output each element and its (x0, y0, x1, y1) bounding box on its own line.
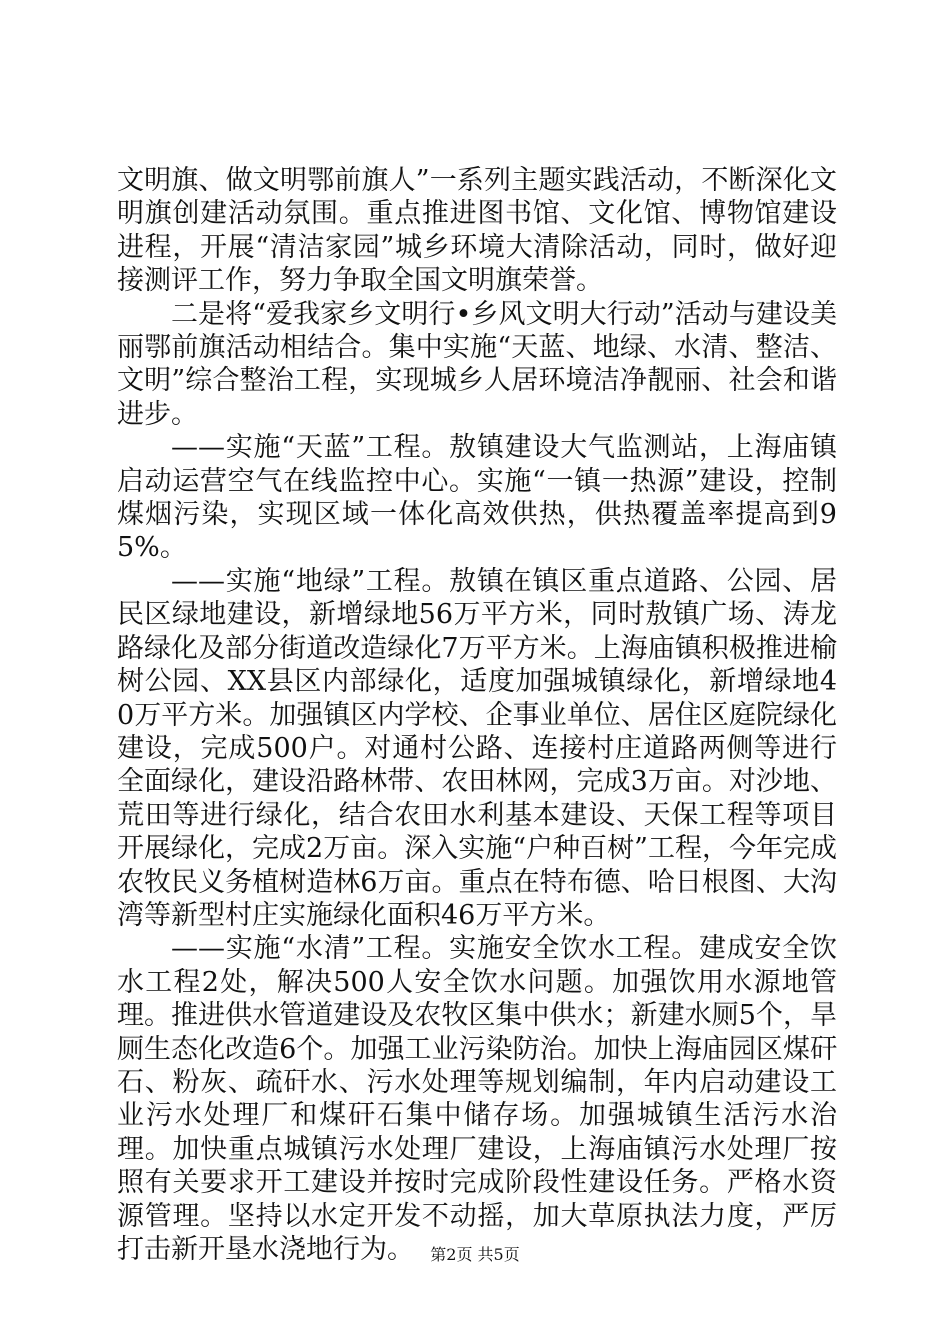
document-body (117, 164, 837, 1266)
page-footer: 第2页 共5页 (430, 1245, 520, 1264)
paragraph-3: ——实施“天蓝”工程。敖镇建设大气监测站，上海庙镇启动运营空气在线监控中心。实施“一镇一热源”建设，控制煤烟污染，实现区域一体化高效供热，供热覆盖率提高到95%。 (117, 432, 837, 564)
paragraph-5: ——实施“水清”工程。实施安全饮水工程。建成安全饮水工程2处，解决500人安全饮水问题。加强饮用水源地管理。推进供水管道建设及农牧区集中供水；新建水厕5个，旱厕生态化改造6个。加强工业污染防治。加快上海庙园区煤矸石、粉灰、疏矸水、污水处理等规划编制，年内启动建设工业污水处理厂和煤矸石集中储存场。加强城镇生活污水治理。加快重点城镇污水处理厂建设，上海庙镇污水处理厂按照有关要求开工建设并按时完成阶段性建设任务。严格水资源管理。坚持以水定开发不动摇，加大草原执法力度，严厉打击新开垦水浇地行为。 (117, 933, 837, 1265)
paragraph-4: ——实施“地绿”工程。敖镇在镇区重点道路、公园、居民区绿地建设，新增绿地56万平方米，同时敖镇广场、涛龙路绿化及部分街道改造绿化7万平方米。上海庙镇积极推进榆树公园、XX县区内部绿化，适度加强城镇绿化，新增绿地40万平方米。加强镇区内学校、企事业单位、居住区庭院绿化建设，完成500户。对通村公路、连接村庄道路两侧等进行全面绿化，建设沿路林带、农田林网，完成3万亩。对沙地、荒田等进行绿化，结合农田水利基本建设、天保工程等项目开展绿化，完成2万亩。深入实施“户种百树”工程，今年完成农牧民义务植树造林6万亩。重点在特布德、哈日根图、大沟湾等新型村庄实施绿化面积46万平方米。 (117, 565, 837, 931)
paragraph-2: 二是将“爱我家乡文明行•乡风文明大行动”活动与建设美丽鄂前旗活动相结合。集中实施“天蓝、地绿、水清、整洁、文明”综合整治工程，实现城乡人居环境洁净靓丽、社会和谐进步。 (117, 298, 837, 430)
paragraph-1: 文明旗、做文明鄂前旗人”一系列主题实践活动，不断深化文明旗创建活动氛围。重点推进图书馆、文化馆、博物馆建设进程，开展“清洁家园”城乡环境大清除活动，同时，做好迎接测评工作，努力争取全国文明旗荣誉。 (117, 165, 837, 297)
